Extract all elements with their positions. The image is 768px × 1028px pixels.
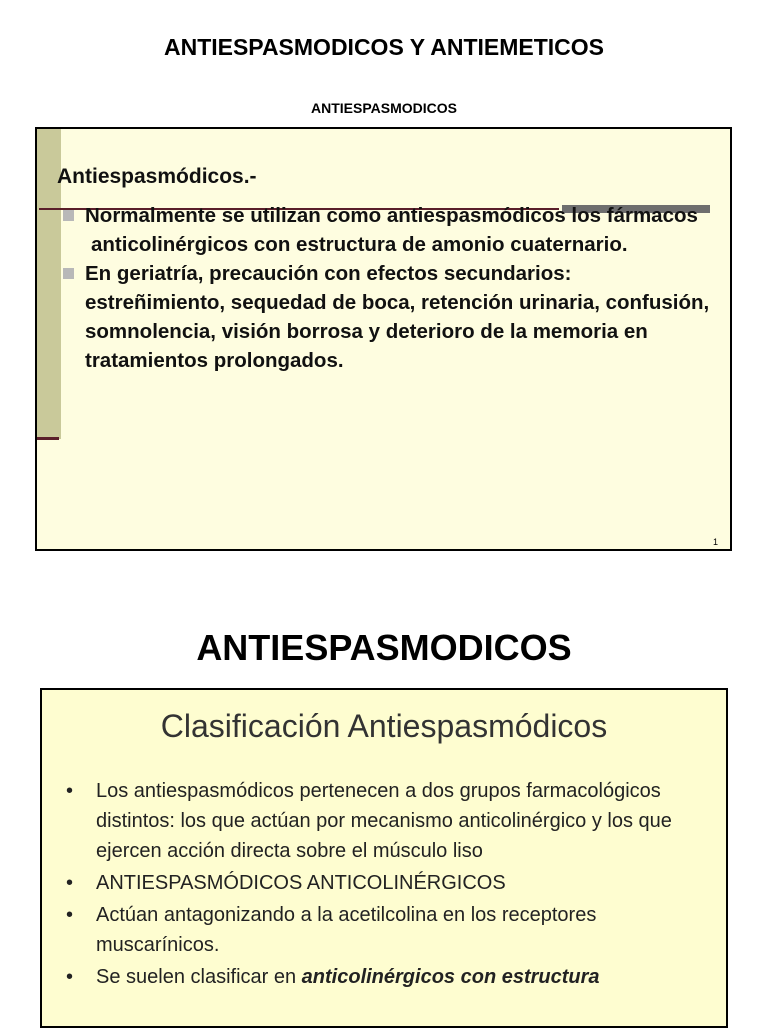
list-item bbox=[66, 776, 706, 866]
paragraph-text: anticolinérgicos con estructura de amonio cuaternario. bbox=[91, 233, 628, 256]
slide-1 bbox=[35, 127, 732, 551]
bullet-dot-icon: • bbox=[66, 872, 74, 894]
bullet-dot-icon: • bbox=[66, 780, 74, 802]
list-item-text: ANTIESPASMÓDICOS ANTICOLINÉRGICOS bbox=[96, 872, 506, 894]
page-number: 1 bbox=[712, 537, 718, 547]
list-item bbox=[66, 962, 706, 992]
slide-1-body bbox=[61, 201, 711, 375]
list-item-text-prefix: Se suelen clasificar en bbox=[96, 966, 302, 988]
paragraph-text: En geriatría, precaución con efectos secundarios: estreñimiento, sequedad de boca, retención urinaria, confusión, somnolencia, visión borrosa y deterioro de la memoria en tratamientos prolongados. bbox=[85, 262, 710, 372]
square-bullet-icon bbox=[63, 268, 74, 279]
section-title: ANTIESPASMODICOS bbox=[196, 627, 572, 668]
list-item bbox=[66, 900, 706, 960]
slide-2-bullet-list bbox=[66, 776, 706, 994]
slide-heading: ANTIESPASMODICOS bbox=[311, 100, 457, 116]
list-item bbox=[66, 868, 706, 898]
list-item-emphasis: anticolinérgicos con estructura bbox=[301, 966, 600, 988]
bullet-dot-icon: • bbox=[66, 904, 74, 926]
continuation-paragraph bbox=[61, 230, 711, 259]
list-item-text: Los antiespasmódicos pertenecen a dos grupos farmacológicos distintos: los que actúan por mecanismo anticolinérgico y los que ejercen acción directa sobre el músculo liso bbox=[96, 780, 672, 862]
slide-2 bbox=[40, 688, 728, 1028]
document-title: ANTIESPASMODICOS Y ANTIEMETICOS bbox=[163, 34, 605, 60]
list-item-text: Actúan antagonizando a la acetilcolina en los receptores muscarínicos. bbox=[96, 904, 597, 956]
slide-1-title: Antiespasmódicos.- bbox=[57, 165, 257, 188]
bullet-paragraph bbox=[61, 259, 711, 375]
slide-2-title: Clasificación Antiespasmódicos bbox=[160, 708, 608, 744]
square-bullet-icon bbox=[63, 210, 74, 221]
paragraph-text: Normalmente se utilizan como antiespasmódicos los fármacos bbox=[85, 204, 698, 227]
bullet-paragraph bbox=[61, 201, 711, 230]
bullet-dot-icon: • bbox=[66, 966, 74, 988]
slide-sidebar-rule bbox=[37, 437, 59, 440]
